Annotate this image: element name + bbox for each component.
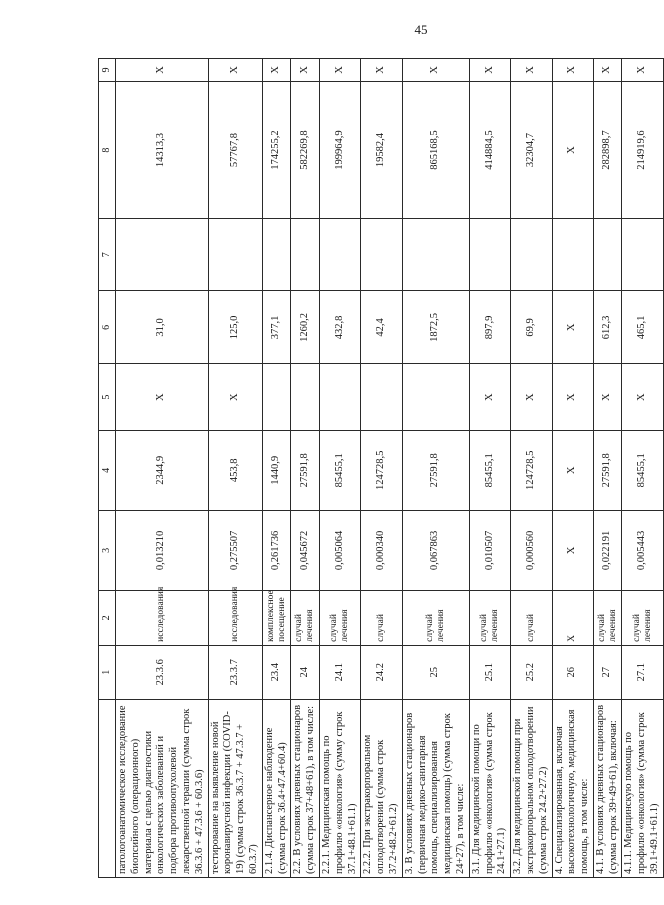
row-cell-col-5 (291, 364, 320, 430)
row-cell-col-2: случай (361, 590, 402, 645)
row-cell-col-5: X (469, 364, 510, 430)
row-cell-col-6: 612,3 (593, 291, 622, 364)
row-cell-col-6: 125,0 (208, 291, 262, 364)
row-cell-col-4: 85455,1 (622, 430, 663, 510)
row-name: 2.2.1. Медицинская помощь по профилю «онкология» (сумму строк 37.1+48.1+61.1) (319, 699, 360, 877)
row-cell-col-5: X (593, 364, 622, 430)
row-name: 3. В условиях дневных стационаров (первичная медико-санитарная помощь, специализированная медицинская помощь) (сумма строк 24+27), в том числе: (402, 699, 469, 877)
row-cell-col-7 (511, 219, 552, 291)
rotated-table-wrapper (98, 58, 661, 878)
row-cell-col-4: 85455,1 (319, 430, 360, 510)
row-cell-col-6: 465,1 (622, 291, 663, 364)
table-row (319, 59, 360, 878)
row-cell-col-1: 27.1 (622, 645, 663, 699)
row-cell-col-1: 25 (402, 645, 469, 699)
row-cell-col-5: X (116, 364, 209, 430)
row-cell-col-2: случай лечения (469, 590, 510, 645)
row-cell-col-6: X (552, 291, 593, 364)
data-table (98, 58, 664, 878)
row-cell-col-8: 174255,2 (262, 81, 291, 218)
row-name: патологоанатомическое исследование биопсийного (операционного) материала с целью диагностики онкологических заболеваний и подбора противоопухолевой лекарственной терапии (сумма строк 36.3.6 + 47.3.6 + 60.3.6) (116, 699, 209, 877)
row-name: 4. Специализированная, включая высокотехнологичную, медицинская помощь, в том числе: (552, 699, 593, 877)
row-cell-col-6: 897,9 (469, 291, 510, 364)
header-cell: 2 (99, 590, 116, 645)
row-cell-col-5: X (552, 364, 593, 430)
row-cell-col-5: X (208, 364, 262, 430)
row-cell-col-8: X (552, 81, 593, 218)
header-cell: 5 (99, 364, 116, 430)
row-cell-col-4: 453,8 (208, 430, 262, 510)
row-cell-col-5: X (622, 364, 663, 430)
row-cell-col-9: X (116, 59, 209, 82)
row-cell-col-8: 14313,3 (116, 81, 209, 218)
row-cell-col-1: 23.3.6 (116, 645, 209, 699)
row-cell-col-7 (552, 219, 593, 291)
row-cell-col-1: 27 (593, 645, 622, 699)
header-cell: 6 (99, 291, 116, 364)
row-cell-col-1: 23.4 (262, 645, 291, 699)
row-cell-col-1: 24.2 (361, 645, 402, 699)
row-cell-col-8: 414884,5 (469, 81, 510, 218)
row-cell-col-2: случай (511, 590, 552, 645)
row-cell-col-2: X (552, 590, 593, 645)
row-cell-col-9: X (208, 59, 262, 82)
header-cell-name (99, 699, 116, 877)
row-cell-col-8: 282898,7 (593, 81, 622, 218)
row-cell-col-3: 0,022191 (593, 510, 622, 590)
row-cell-col-3: 0,013210 (116, 510, 209, 590)
row-name: тестирование на выявление новой коронавирусной инфекции (COVID-19) (сумма строк 36.3.7 + 47.3.7 + 60.3.7) (208, 699, 262, 877)
table-row (593, 59, 622, 878)
row-cell-col-4: 1440,9 (262, 430, 291, 510)
row-cell-col-2: случай лечения (593, 590, 622, 645)
row-cell-col-3: X (552, 510, 593, 590)
row-cell-col-7 (593, 219, 622, 291)
row-cell-col-7 (208, 219, 262, 291)
header-cell: 1 (99, 645, 116, 699)
row-cell-col-8: 32304,7 (511, 81, 552, 218)
row-cell-col-8: 19582,4 (361, 81, 402, 218)
table-row (361, 59, 402, 878)
row-cell-col-5 (402, 364, 469, 430)
table-row (402, 59, 469, 878)
row-cell-col-7 (291, 219, 320, 291)
row-name: 2.2. В условиях дневных стационаров (сумма строк 37+48+61), в том числе: (291, 699, 320, 877)
row-cell-col-3: 0,005443 (622, 510, 663, 590)
row-cell-col-3: 0,045672 (291, 510, 320, 590)
row-cell-col-8: 865168,5 (402, 81, 469, 218)
row-cell-col-9: X (361, 59, 402, 82)
row-cell-col-8: 57767,8 (208, 81, 262, 218)
row-cell-col-5 (262, 364, 291, 430)
row-cell-col-4: 124728,5 (361, 430, 402, 510)
row-cell-col-2: исследования (116, 590, 209, 645)
table-row (208, 59, 262, 878)
row-cell-col-7 (469, 219, 510, 291)
row-cell-col-1: 24.1 (319, 645, 360, 699)
row-cell-col-2: случай лечения (291, 590, 320, 645)
row-cell-col-3: 0,005064 (319, 510, 360, 590)
row-cell-col-9: X (319, 59, 360, 82)
header-cell: 3 (99, 510, 116, 590)
row-cell-col-4: 27591,8 (402, 430, 469, 510)
page-number: 45 (414, 22, 428, 37)
row-name: 3.2. Для медицинской помощи при экстракорпоральном оплодотворении (сумма строк 24.2+27.2) (511, 699, 552, 877)
row-cell-col-2: комплексное посещение (262, 590, 291, 645)
row-cell-col-6: 69,9 (511, 291, 552, 364)
row-cell-col-9: X (593, 59, 622, 82)
row-cell-col-2: случай лечения (622, 590, 663, 645)
table-row (552, 59, 593, 878)
row-cell-col-5 (361, 364, 402, 430)
row-cell-col-8: 199964,9 (319, 81, 360, 218)
row-name: 2.1.4. Диспансерное наблюдение (сумма строк 36.4+47.4+60.4) (262, 699, 291, 877)
header-cell: 8 (99, 81, 116, 218)
header-cell: 7 (99, 219, 116, 291)
row-cell-col-5 (319, 364, 360, 430)
table-row (116, 59, 209, 878)
row-cell-col-1: 25.2 (511, 645, 552, 699)
row-cell-col-2: случай лечения (402, 590, 469, 645)
row-cell-col-7 (361, 219, 402, 291)
row-name: 2.2.2. При экстракорпоральном оплодотворении (сумма строк 37.2+48.2+61.2) (361, 699, 402, 877)
row-name: 3.1. Для медицинской помощи по профилю «онкология» (сумма строк 24.1+27.1) (469, 699, 510, 877)
row-cell-col-1: 26 (552, 645, 593, 699)
table-row (469, 59, 510, 878)
row-cell-col-7 (622, 219, 663, 291)
table-row (291, 59, 320, 878)
row-cell-col-9: X (552, 59, 593, 82)
table-row (262, 59, 291, 878)
row-name: 4.1.1. Медицинскую помощь по профилю «онкология» (сумма строк 39.1+49.1+61.1) (622, 699, 663, 877)
row-cell-col-9: X (511, 59, 552, 82)
row-cell-col-7 (262, 219, 291, 291)
row-cell-col-3: 0,275507 (208, 510, 262, 590)
row-cell-col-9: X (622, 59, 663, 82)
row-cell-col-2: случай лечения (319, 590, 360, 645)
header-cell: 9 (99, 59, 116, 82)
row-cell-col-6: 1872,5 (402, 291, 469, 364)
row-cell-col-5: X (511, 364, 552, 430)
header-row (99, 59, 116, 878)
row-cell-col-9: X (291, 59, 320, 82)
row-cell-col-9: X (262, 59, 291, 82)
table-row (622, 59, 663, 878)
table-row (511, 59, 552, 878)
row-cell-col-4: 27591,8 (291, 430, 320, 510)
row-cell-col-8: 582269,8 (291, 81, 320, 218)
row-cell-col-1: 25.1 (469, 645, 510, 699)
row-cell-col-3: 0,010507 (469, 510, 510, 590)
row-cell-col-9: X (402, 59, 469, 82)
row-cell-col-3: 0,000560 (511, 510, 552, 590)
row-name: 4.1. В условиях дневных стационаров (сумма строк 39+49+61), включая: (593, 699, 622, 877)
row-cell-col-7 (319, 219, 360, 291)
row-cell-col-4: 85455,1 (469, 430, 510, 510)
row-cell-col-6: 377,1 (262, 291, 291, 364)
row-cell-col-2: исследования (208, 590, 262, 645)
row-cell-col-7 (402, 219, 469, 291)
header-cell: 4 (99, 430, 116, 510)
row-cell-col-6: 31,0 (116, 291, 209, 364)
table-body (116, 59, 664, 878)
row-cell-col-4: X (552, 430, 593, 510)
row-cell-col-1: 23.3.7 (208, 645, 262, 699)
row-cell-col-3: 0,000340 (361, 510, 402, 590)
row-cell-col-6: 432,8 (319, 291, 360, 364)
row-cell-col-1: 24 (291, 645, 320, 699)
row-cell-col-7 (116, 219, 209, 291)
row-cell-col-6: 1260,2 (291, 291, 320, 364)
row-cell-col-3: 0,261736 (262, 510, 291, 590)
row-cell-col-4: 2344,9 (116, 430, 209, 510)
row-cell-col-4: 124728,5 (511, 430, 552, 510)
row-cell-col-8: 214919,6 (622, 81, 663, 218)
row-cell-col-3: 0,067863 (402, 510, 469, 590)
row-cell-col-6: 42,4 (361, 291, 402, 364)
row-cell-col-4: 27591,8 (593, 430, 622, 510)
row-cell-col-9: X (469, 59, 510, 82)
